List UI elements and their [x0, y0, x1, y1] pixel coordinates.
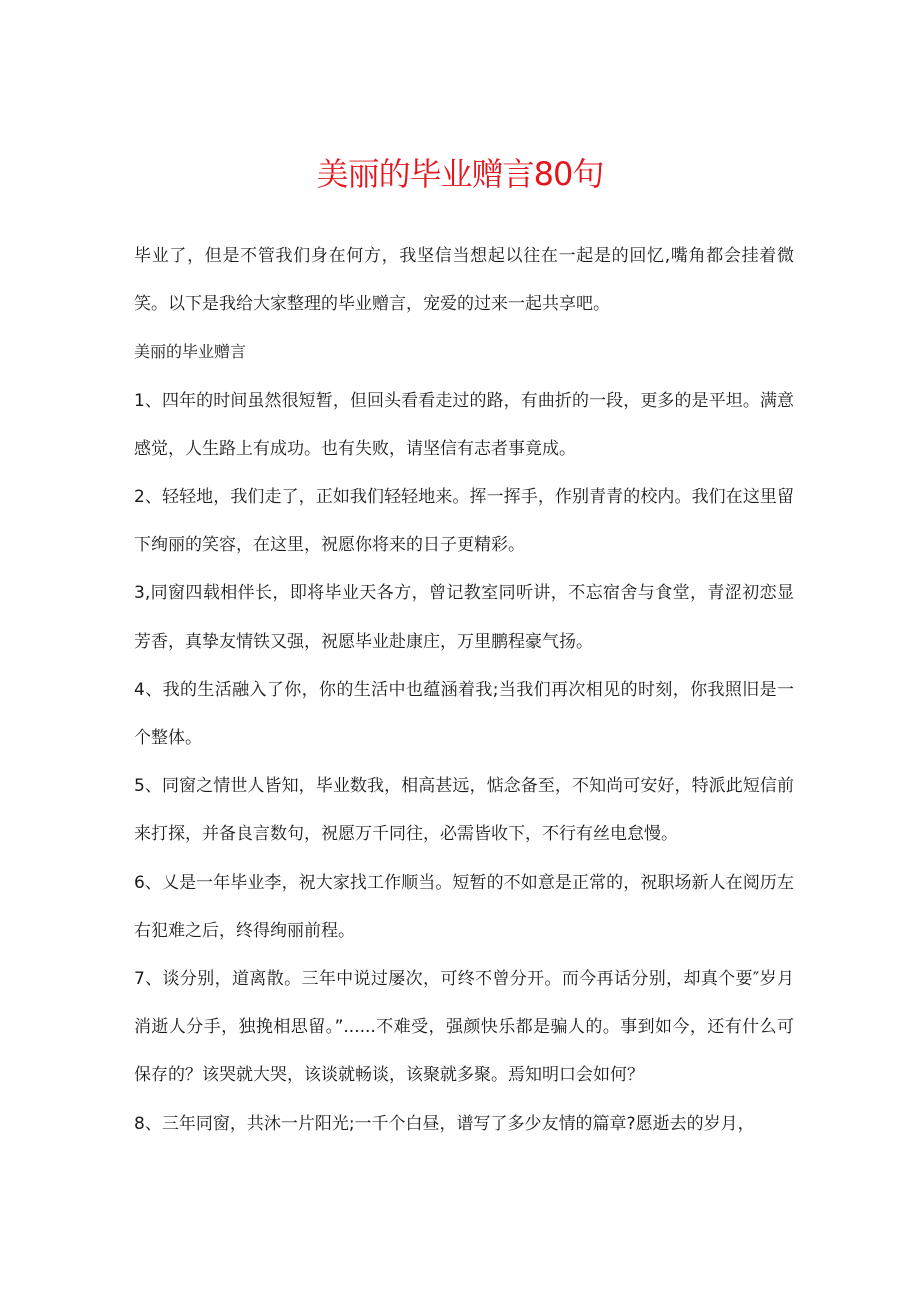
document-title: 美丽的毕业赠言80句: [316, 155, 604, 193]
list-item: 4、我的生活融入了你，你的生活中也蕴涵着我;当我们再次相见的时刻，你我照旧是一个整体。: [134, 679, 794, 749]
list-item: 2、轻轻地，我们走了，正如我们轻轻地来。挥一挥手，作别青青的校内。我们在这里留下绚丽的笑容，在这里，祝愿你将来的日子更精彩。: [134, 487, 794, 556]
intro-paragraph: 毕业了，但是不管我们身在何方，我坚信当想起以往在一起是的回忆,嘴角都会挂着微笑。以下是我给大家整理的毕业赠言，宠爱的过来一起共享吧。: [134, 246, 794, 315]
document-body: [134, 232, 794, 1148]
list-item: 3,同窗四载相伴长，即将毕业天各方，曾记教室同听讲，不忘宿舍与食堂，青涩初恋显芳香，真挚友情铁又强，祝愿毕业赴康庄，万里鹏程豪气扬。: [134, 583, 794, 652]
list-item: 5、同窗之情世人皆知，毕业数我，相高甚远，惦念备至，不知尚可安好，特派此短信前来打探，并备良言数句，祝愿万千同往，必需皆收下，不行有丝电怠慢。: [134, 776, 794, 845]
list-item: 6、乂是一年毕业李，祝大家找工作顺当。短暂的不如意是正常的，祝职场新人在阅历左右犯难之后，终得绚丽前程。: [134, 872, 794, 941]
list-item: 8、三年同窗，共沐一片阳光;一千个白昼，谱写了多少友情的篇章?愿逝去的岁月，: [134, 1113, 755, 1134]
section-label: 美丽的毕业赠言: [134, 342, 247, 362]
list-item: 7、谈分别，道离散。三年中说过屡次，可终不曾分开。而今再话分别，却真个要″岁月消逝人分手，独挽相思留。”......不难受，强颜快乐都是骗人的。事到如今，还有什么可保存的？该哭就大哭，该谈就畅谈，该聚就多聚。焉知明口会如何？: [134, 969, 794, 1086]
list-item: 1、四年的时间虽然很短暂，但回头看看走过的路，有曲折的一段，更多的是平坦。满意感觉，人生路上有成功。也有失败，请坚信有志者事竟成。: [134, 390, 794, 459]
